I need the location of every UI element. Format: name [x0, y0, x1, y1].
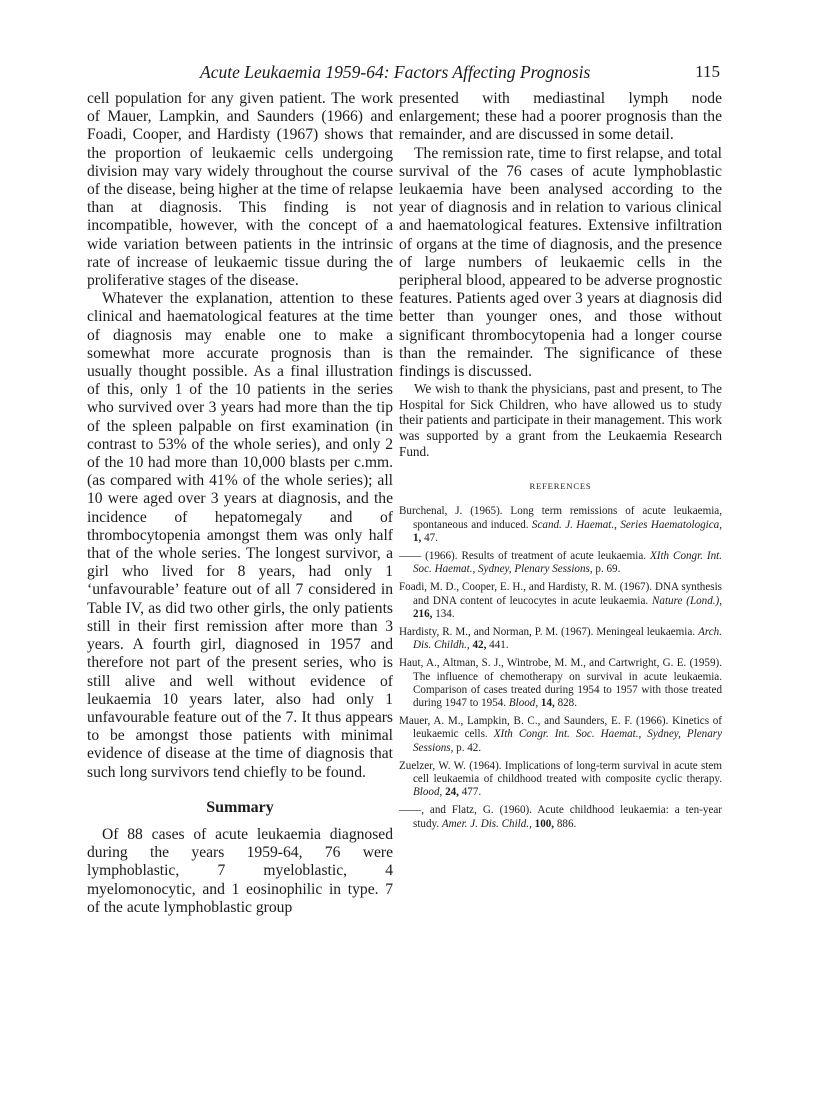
reference-item [399, 804, 722, 830]
reference-authors: Haut, A., Altman, S. J., Wintrobe, M. M., and Cartwright, G. E. (1959). The influence of chemotherapy on survival in acute leukaemia. Comparison of cases treated during 1954 to 1957 with those treated during 1947 to 1954. [399, 657, 722, 710]
reference-item [399, 626, 722, 652]
reference-volume: 1, [413, 531, 422, 544]
reference-authors: Hardisty, R. M., and Norman, P. M. (1967). Meningeal leukaemia. [399, 626, 696, 639]
reference-list [399, 505, 722, 830]
reference-pages: p. 42. [456, 741, 482, 754]
reference-source: Blood, [508, 697, 539, 710]
reference-authors: ——, and Flatz, G. (1960). Acute childhood leukaemia: a ten-year study. [399, 804, 722, 830]
reference-pages: 886. [556, 817, 577, 830]
references-heading: REFERENCES [529, 481, 592, 492]
reference-pages: 47. [424, 531, 438, 544]
running-title: Acute Leukaemia 1959-64: Factors Affecting Prognosis [200, 62, 591, 82]
reference-item [399, 581, 722, 621]
reference-authors: Mauer, A. M., Lampkin, B. C., and Saunders, E. F. (1966). Kinetics of leukaemic cells. [399, 715, 722, 741]
reference-source: Amer. J. Dis. Child., [441, 817, 532, 830]
reference-source: Arch. Dis. Childh., [413, 626, 722, 652]
reference-item [399, 657, 722, 710]
reference-item [399, 550, 722, 576]
reference-source: XIth Congr. Int. Soc. Haemat., Sydney, Plenary Sessions, [413, 550, 723, 576]
reference-volume: 24, [445, 786, 459, 799]
summary-paragraph: Of 88 cases of acute leukaemia diagnosed during the years 1959-64, 76 were lymphoblastic, 7 myeloblastic, 4 myelomonocytic, and 1 eosinophilic in type. 7 of the acute lymphoblastic group [87, 825, 393, 916]
acknowledgement: We wish to thank the physicians, past and present, to The Hospital for Sick Children, who have allowed us to study their patients and participate in their management. This work was supported by a grant from the Leukaemia Research Fund. [399, 381, 722, 459]
summary-heading: Summary [206, 798, 274, 816]
reference-item [399, 505, 722, 545]
reference-source: Nature (Lond.), [652, 594, 722, 607]
reference-volume: 14, [540, 697, 555, 710]
reference-authors: —— (1966). Results of treatment of acute leukaemia. [399, 550, 647, 563]
reference-source: Blood, [413, 786, 443, 799]
page-header [200, 62, 720, 86]
reference-authors: Foadi, M. D., Cooper, E. H., and Hardisty, R. M. (1967). DNA synthesis and DNA content of leucocytes in acute leukaemia. [399, 581, 722, 607]
reference-item [399, 715, 722, 755]
reference-pages: 134. [435, 607, 455, 620]
reference-volume: 216, [413, 607, 433, 620]
paragraph: cell population for any given patient. The work of Mauer, Lampkin, and Saunders (1966) and Foadi, Cooper, and Hardisty (1967) shows that the proportion of leukaemic cells undergoing division may vary widely throughout the course of the disease, being higher at the time of relapse than at diagnosis. This finding is not incompatible, however, with the concept of a wide variation between patients in the intrinsic rate of increase of leukaemic tissue during the proliferative stages of the disease. [87, 90, 393, 290]
reference-item [399, 760, 722, 800]
left-column [87, 90, 393, 917]
paragraph: Whatever the explanation, attention to these clinical and haematological features at the time of diagnosis may enable one to make a somewhat more accurate prognosis than is usually thought possible. As a final illustration of this, only 1 of the 10 patients in the series who survived over 3 years had more than the tip of the spleen palpable on first examination (in contrast to 53% of the whole series), and only 2 of the 10 had more than 10,000 blasts per c.mm. (as compared with 41% of the whole series); all 10 were aged over 3 years at diagnosis, and the incidence of hepatomegaly and of thrombocytopenia amongst them was only half that of the whole series. The longest survivor, a girl who lived for 8 years, had only 1 ‘unfavourable’ feature out of all 7 considered in Table IV, as did two other girls, the only patients still in their first remission after more than 3 years. A fourth girl, diagnosed in 1957 and therefore not part of the present series, who is still alive and well without evidence of leukaemia 10 years later, also had only 1 unfavourable feature out of the 7. It thus appears to be amongst those patients with minimal evidence of disease at the time of diagnosis that such long survivors tend chiefly to be found. [87, 290, 393, 781]
reference-pages: 477. [461, 786, 482, 799]
right-column [399, 90, 722, 836]
reference-pages: 441. [489, 639, 509, 652]
reference-pages: p. 69. [595, 563, 621, 576]
reference-source: Scand. J. Haemat., Series Haematologica, [531, 518, 722, 531]
page-number: 115 [695, 62, 720, 81]
paragraph: The remission rate, time to first relapse, and total survival of the 76 cases of acute lymphoblastic leukaemia have been analysed according to the year of diagnosis and in relation to various clinical and haematological features. Extensive infiltration of organs at the time of diagnosis, and the presence of large numbers of leukaemic cells in the peripheral blood, appeared to be adverse prognostic features. Patients aged over 3 years at diagnosis did better than younger ones, and those without significant thrombocytopenia had a longer course than the remainder. The significance of these findings is discussed. [399, 144, 722, 381]
reference-pages: 828. [557, 697, 577, 710]
reference-source: XIth Congr. Int. Soc. Haemat., Sydney, Plenary Sessions, [413, 728, 723, 754]
reference-authors: Zuelzer, W. W. (1964). Implications of long-term survival in acute stem cell leukaemia of childhood treated with composite cyclic therapy. [399, 759, 722, 786]
paragraph: presented with mediastinal lymph node enlargement; these had a poorer prognosis than the remainder, and are discussed in some detail. [399, 90, 722, 144]
reference-authors: Burchenal, J. (1965). Long term remissions of acute leukaemia, spontaneous and induced. [399, 505, 722, 531]
reference-volume: 100, [534, 817, 555, 830]
reference-volume: 42, [472, 639, 487, 652]
